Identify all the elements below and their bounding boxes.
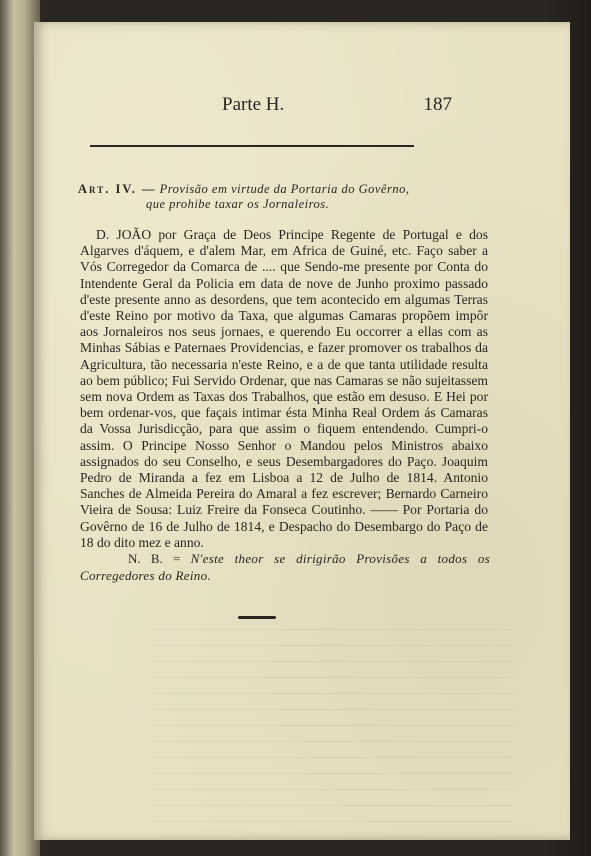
article-heading xyxy=(78,181,498,198)
book-page xyxy=(34,22,570,840)
show-through-texture xyxy=(154,622,514,822)
decree-body-text: D. JOÃO por Graça de Deos Principe Regente de Portugal e dos Algarves d'áquem, e d'alem Mar, em Africa de Guiné, etc. Faço saber a Vós Corregedor da Comarca de .... que Sendo-me presente por Conta do Intendente Geral da Policia em data de nove de Junho proximo passado d'este presente anno as desordens, que tem acontecido em algumas Terras d'este Reino por motivo da Taxa, que algumas Camaras propõem impôr aos Jornaleiros nos seus jornaes, e querendo Eu occorrer a ellas com as Minhas Sábias e Paternaes Providencias, e fazer promover os trabalhos da Agricultura, tão necessaria n'este Reino, e a de que tanta utilidade resulta ao bem público; Fui Servido Ordenar, que nas Camaras se não sujeitassem sem nova Ordem as Taxas dos Trabalhos, que estão em desuso. E Hei por bem ordenar-vos, que façais intimar ésta Minha Real Ordem ás Camaras da Vossa Jurisdicção, para que assim o fiquem entendendo. Cumpri-o assim. O Principe Nosso Senhor o Mandou pelos Ministros abaixo assignados do seu Conselho, e seus Desembargadores do Paço. Joaquim Pedro de Miranda a fez em Lisboa a 12 de Julho de 1814. Antonio Sanches de Almeida Pereira do Amaral a fez escrever; Bernardo Carneiro Vieira de Sousa: Luiz Freire da Fonseca Coutinho. —— Por Portaria do Govêrno de 16 de Julho de 1814, e Despacho do Desembargo do Paço de 18 do dito mez e anno. xyxy=(80,227,488,550)
page-number: 187 xyxy=(423,94,452,115)
note-label: N. B. = xyxy=(128,551,181,566)
article-subtitle: que prohibe taxar os Jornaleiros. xyxy=(146,197,330,211)
end-ornament-rule xyxy=(238,616,276,619)
header-rule xyxy=(90,145,414,147)
article-label: Art. IV. — xyxy=(78,182,157,196)
note-block xyxy=(80,550,490,584)
note-text: N'este theor se dirigirão Provisões a todos os Corregedores do Reino. xyxy=(80,551,491,583)
running-head: Parte H. xyxy=(222,94,285,115)
page-header xyxy=(34,94,570,120)
article-title: Provisão em virtude da Portaria do Govêrno, xyxy=(159,182,410,196)
